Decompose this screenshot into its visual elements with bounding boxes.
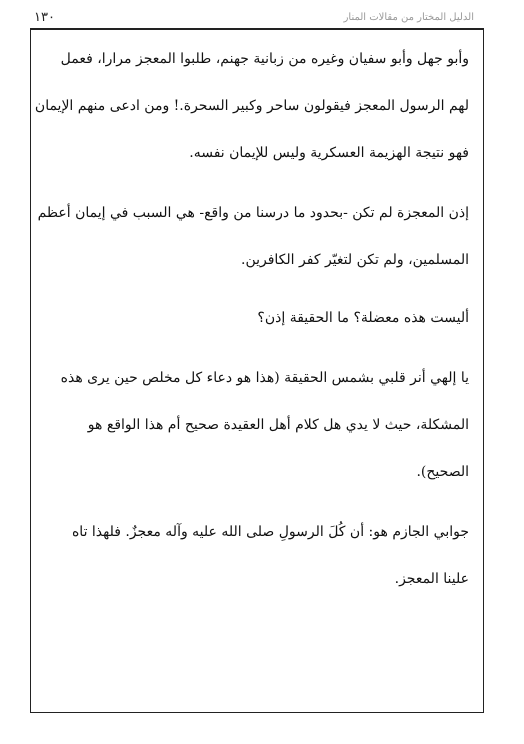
- paragraph-2: [37, 204, 469, 269]
- body-text: [34, 50, 469, 588]
- paragraph-5: [45, 523, 469, 588]
- page-number: ١٣٠: [34, 10, 55, 25]
- text-line: لهم الرسول المعجز فيقولون ساحر وكبير السحرة.! ومن ادعى منهم الإيمان: [34, 98, 469, 114]
- text-line: الصحيح).: [416, 464, 469, 480]
- text-line: جوابي الجازم هو: أن كُلَ الرسولِ صلى الله عليه وآله معجزٌ. فلهذا تاه: [71, 524, 469, 540]
- running-title: الدليل المختار من مقالات المنار: [343, 12, 474, 23]
- text-line: وأبو جهل وأبو سفيان وغيره من زبانية جهنم، طلبوا المعجز مرارا، فعمل: [60, 51, 469, 67]
- paragraph-1: [34, 50, 469, 162]
- page-frame: [30, 30, 484, 713]
- text-line: إذن المعجزة لم تكن -بحدود ما درسنا من واقع- هي السبب في إيمان أعظم: [37, 205, 469, 221]
- text-line: يا إلهي أنر قلبي بشمس الحقيقة (هذا هو دعاء كل مخلص حين يرى هذه: [60, 370, 469, 386]
- paragraph-3: [45, 309, 469, 327]
- page-header: [30, 8, 484, 30]
- text-line: أليست هذه معضلة؟ ما الحقيقة إذن؟: [257, 310, 469, 326]
- text-line: فهو نتيجة الهزيمة العسكرية وليس للإيمان نفسه.: [189, 145, 469, 161]
- text-line: علينا المعجز.: [394, 571, 469, 587]
- text-line: المسلمين، ولم تكن لتغيّر كفر الكافرين.: [241, 252, 469, 268]
- text-line: المشكلة، حيث لا يدي هل كلام أهل العقيدة صحيح أم هذا الواقع هو: [87, 417, 469, 433]
- paragraph-4: [45, 369, 469, 481]
